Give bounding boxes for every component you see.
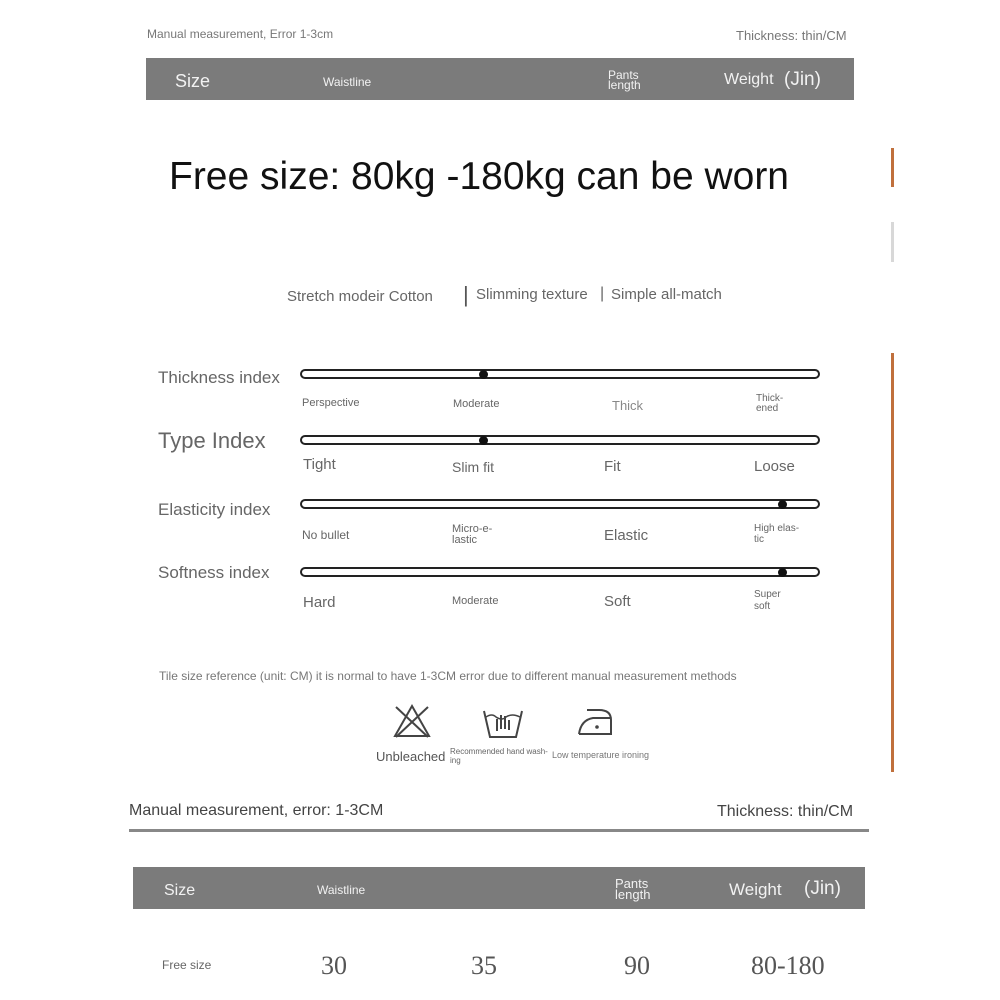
feature-slimming: Slimming texture bbox=[476, 286, 588, 303]
type-option: Loose bbox=[754, 458, 795, 475]
top-size-header-bar bbox=[146, 58, 854, 100]
type-option: Fit bbox=[604, 458, 621, 475]
size-header: Size bbox=[175, 71, 211, 91]
elasticity-index-label: Elasticity index bbox=[158, 500, 271, 519]
row-weight-value: 80-180 bbox=[751, 951, 825, 980]
unbleached-label: Unbleached bbox=[376, 749, 446, 764]
top-measurement-note: Manual measurement, Error 1-3cm bbox=[147, 27, 334, 41]
thickness-option: Perspective bbox=[302, 397, 360, 409]
softness-index-marker bbox=[778, 568, 787, 577]
feature-separator: | bbox=[600, 285, 605, 302]
elasticity-option: Micro-e- lastic bbox=[452, 523, 493, 546]
hand-wash-label: Recommended hand wash- ing bbox=[450, 747, 548, 765]
feature-fabric: Stretch modeir Cotton bbox=[287, 288, 433, 305]
free-size-headline: Free size: 80kg -180kg can be worn bbox=[169, 155, 790, 198]
type-index-track bbox=[300, 435, 820, 445]
feature-all-match: Simple all-match bbox=[611, 286, 722, 303]
type-option: Tight bbox=[303, 456, 336, 473]
bottom-measurement-note: Manual measurement, error: 1-3CM bbox=[129, 802, 384, 819]
waistline-header: Waistline bbox=[317, 883, 366, 897]
softness-option: Super soft bbox=[754, 589, 781, 612]
bottom-thickness-note: Thickness: thin/CM bbox=[717, 803, 854, 820]
top-thickness-note: Thickness: thin/CM bbox=[736, 28, 847, 43]
accent-bar-gray bbox=[891, 222, 894, 262]
softness-index-label: Softness index bbox=[158, 563, 270, 582]
thickness-index-track bbox=[300, 369, 820, 379]
low-temp-iron-icon bbox=[577, 706, 613, 738]
pants-length-header: Pants length bbox=[608, 68, 641, 92]
row-hip-value: 35 bbox=[471, 951, 497, 980]
accent-bar-orange-top bbox=[891, 148, 894, 187]
elasticity-option: Elastic bbox=[604, 527, 649, 544]
thickness-option: Thick bbox=[612, 398, 644, 413]
type-index-marker bbox=[479, 436, 488, 445]
thickness-index-label: Thickness index bbox=[158, 368, 280, 387]
row-size-value: Free size bbox=[162, 958, 212, 972]
softness-option: Moderate bbox=[452, 595, 499, 607]
feature-separator: | bbox=[463, 282, 469, 307]
low-temp-iron-label: Low temperature ironing bbox=[552, 750, 650, 760]
weight-header: Weight bbox=[729, 880, 782, 899]
elasticity-option: No bullet bbox=[302, 528, 350, 542]
jin-unit-header: (Jin) bbox=[784, 69, 821, 90]
bottom-size-header-bar bbox=[133, 867, 865, 909]
softness-option: Soft bbox=[604, 593, 631, 610]
size-header: Size bbox=[164, 882, 196, 899]
no-bleach-icon bbox=[392, 703, 432, 739]
thickness-option: Thick- ened bbox=[756, 393, 784, 414]
elasticity-index-marker bbox=[778, 500, 787, 509]
weight-header: Weight bbox=[724, 71, 774, 88]
type-option: Slim fit bbox=[452, 459, 494, 475]
bottom-divider bbox=[129, 829, 869, 832]
softness-option: Hard bbox=[303, 594, 336, 611]
softness-index-track bbox=[300, 567, 820, 577]
row-waistline-value: 30 bbox=[321, 951, 347, 980]
thickness-index-marker bbox=[479, 370, 488, 379]
jin-unit-header: (Jin) bbox=[804, 878, 841, 899]
elasticity-option: High elas- tic bbox=[754, 523, 800, 545]
pants-length-header: Pants length bbox=[615, 876, 651, 902]
accent-bar-orange-long bbox=[891, 353, 894, 772]
waistline-header: Waistline bbox=[323, 75, 372, 89]
elasticity-index-track bbox=[300, 499, 820, 509]
thickness-option: Moderate bbox=[453, 398, 500, 410]
size-reference-note: Tile size reference (unit: CM) it is normal to have 1-3CM error due to different manual measurement methods bbox=[159, 669, 737, 683]
hand-wash-icon bbox=[482, 705, 524, 739]
row-pants-length-value: 90 bbox=[624, 951, 650, 980]
type-index-label: Type Index bbox=[158, 428, 266, 453]
